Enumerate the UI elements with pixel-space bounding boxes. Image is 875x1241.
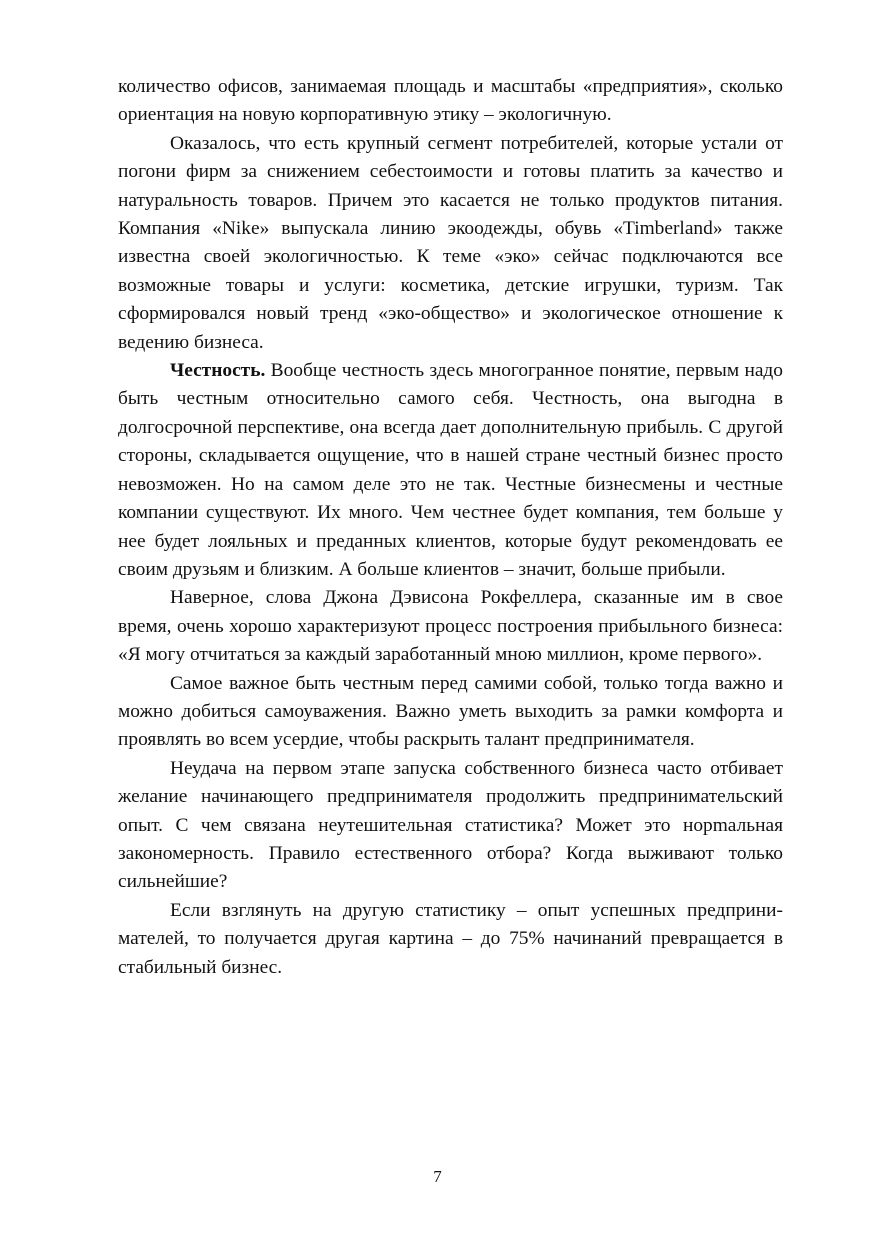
paragraph-text: Если взглянуть на другую статистику – опыт успешных предпринимателей, то получается другая картина – до 75% начинаний превращается в стабильный бизнес. [118, 899, 783, 978]
paragraph-text: Вообще честность здесь многогранное понятие, первым надо быть честным относительно самого себя. Честность, она выгодна в долгосрочной перспективе, она всегда дает дополнительную прибыль. С другой стороны, складывается ощущение, что в нашей стране честный бизнес просто невозможен. Но на самом деле это не так. Честные бизнесмены и честные компании существуют. Их много. Чем честнее будет компания, тем больше у нее будет лояльных и преданных клиентов, которые будут рекомендовать ее своим друзьям и близким. А больше клиентов – значит, больше прибыли. [118, 360, 783, 580]
paragraph-text: Оказалось, что есть крупный сегмент потребителей, которые устали от погони фирм за снижением себестоимости и готовы платить за качество и натуральность товаров. Причем это касается не только продуктов питания. Компания «Nike» выпускала линию экоодежды, обувь «Timberland» также известна своей экологичностью. К теме «эко» сейчас подключаются все возможные товары и услуги: косметика, детские игрушки, туризм. Так сформировался новый тренд «эко-общество» и экологическое отношение к ведению бизнеса. [118, 132, 783, 353]
paragraph-lead-heading: Честность. [170, 360, 266, 382]
paragraph-success-statistics [118, 897, 783, 982]
paragraph-honesty [118, 357, 783, 584]
paragraph-text: Самое важное быть честным перед самими собой, только тогда важно и можно добиться самоуважения. Важно уметь выходить за рамки комфорта и проявлять во всем усердие, чтобы раскрыть талант предпринимателя. [118, 672, 783, 751]
paragraph-eco-consumers [118, 130, 783, 357]
document-body [118, 73, 783, 982]
paragraph-text: Неудача на первом этапе запуска собственного бизнеса часто отбивает желание начинающего предпринимателя продолжить предпринимательский опыт. С чем связана неутешительная статистика? Может это норmальная закономерность. Правило естественного отбора? Когда выживают только сильнейшие? [118, 757, 783, 893]
paragraph-self-respect [118, 670, 783, 755]
paragraph-text: количество офисов, занимаемая площадь и масштабы «предприятия», сколько ориентация на новую корпоративную этику – экологичную. [118, 76, 783, 126]
paragraph-rockefeller-quote [118, 584, 783, 669]
paragraph-text: Наверное, слова Джона Дэвисона Рокфеллера, сказанные им в свое время, очень хорошо характеризуют процесс построения прибыльного бизнеса: «Я могу отчитаться за каждый заработанный мною миллион, кроме первого». [118, 587, 783, 666]
page-number: 7 [433, 1167, 442, 1186]
paragraph-continuation [118, 73, 783, 130]
paragraph-failure-statistics [118, 755, 783, 897]
